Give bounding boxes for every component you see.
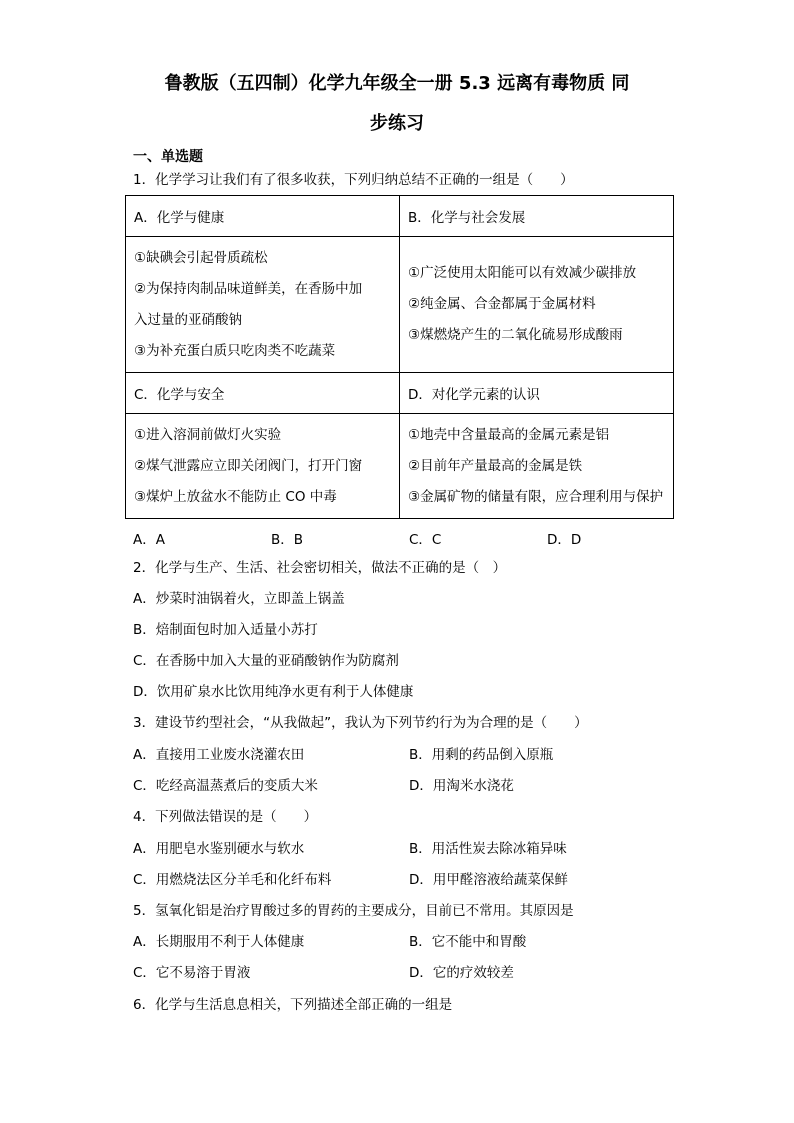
q1-cell-d-body [400,414,674,519]
q4-option-a: A．用肥皂水鉴别硬水与软水 [133,841,305,857]
q3-option-c: C．吃经高温蒸煮后的变质大米 [133,778,318,794]
document-title: 鲁教版（五四制）化学九年级全一册 5.3 远离有毒物质 同 [164,73,630,94]
q5-option-c: C．它不易溶于胃液 [133,965,251,981]
q1-d-line-3: ③金属矿物的储量有限，应合理利用与保护 [408,488,664,505]
q1-cell-c-body [126,414,400,519]
q1-a-line-4: ③为补充蛋白质只吃肉类不吃蔬菜 [134,342,336,359]
q4-option-c: C．用燃烧法区分羊毛和化纤布料 [133,872,332,888]
q1-cell-c-head: C．化学与安全 [126,373,400,414]
q1-cell-b-head: B．化学与社会发展 [400,196,674,237]
q3-option-a: A．直接用工业废水浇灌农田 [133,747,305,763]
q3-stem: 3．建设节约型社会，“从我做起”，我认为下列节约行为为合理的是（ ） [133,715,588,731]
q1-c-line-3: ③煤炉上放盆水不能防止 CO 中毒 [134,488,337,505]
q1-choice-d: D．D [547,532,582,548]
q1-choice-c: C．C [409,532,442,548]
q4-option-b: B．用活性炭去除冰箱异味 [409,841,567,857]
q1-choice-a: A．A [133,532,165,548]
q2-stem: 2．化学与生产、生活、社会密切相关，做法不正确的是（ ） [133,560,507,576]
document-title-continued: 步练习 [370,113,424,134]
q1-table [125,195,674,519]
q2-option-d: D．饮用矿泉水比饮用纯净水更有利于人体健康 [133,684,414,700]
q6-stem: 6．化学与生活息息相关，下列描述全部正确的一组是 [133,997,453,1013]
section-heading: 一、单选题 [133,149,203,165]
q1-b-line-1: ①广泛使用太阳能可以有效减少碳排放 [408,265,637,281]
q4-stem: 4．下列做法错误的是（ ） [133,809,318,825]
q5-stem: 5．氢氧化铝是治疗胃酸过多的胃药的主要成分，目前已不常用。其原因是 [133,903,574,919]
q3-option-b: B．用剩的药品倒入原瓶 [409,747,554,763]
q1-cell-a-head: A．化学与健康 [126,196,400,237]
q2-option-a: A．炒菜时油锅着火，立即盖上锅盖 [133,591,345,607]
q1-d-line-2: ②目前年产量最高的金属是铁 [408,457,583,474]
q1-d-line-1: ①地壳中含量最高的金属元素是铝 [408,426,610,443]
q5-option-a: A．长期服用不利于人体健康 [133,934,305,950]
q5-option-b: B．它不能中和胃酸 [409,934,527,950]
q1-stem: 1．化学学习让我们有了很多收获，下列归纳总结不正确的一组是（ ） [133,172,574,188]
q1-a-line-1: ①缺碘会引起骨质疏松 [134,249,268,266]
q1-cell-a-body [126,237,400,373]
q3-option-d: D．用淘米水浇花 [409,778,514,794]
q1-a-line-3: 入过量的亚硝酸钠 [134,311,242,328]
q1-a-line-2: ②为保持肉制品味道鲜美，在香肠中加 [134,280,363,297]
q4-option-d: D．用甲醛溶液给蔬菜保鲜 [409,872,568,888]
q5-option-d: D．它的疗效较差 [409,965,514,981]
q2-option-b: B．焙制面包时加入适量小苏打 [133,622,318,638]
q1-b-line-2: ②纯金属、合金都属于金属材料 [408,296,596,312]
q1-cell-d-head: D．对化学元素的认识 [400,373,674,414]
q1-cell-b-body [400,237,674,373]
q1-choice-b: B．B [271,532,304,548]
q1-c-line-1: ①进入溶洞前做灯火实验 [134,426,282,443]
q1-c-line-2: ②煤气泄露应立即关闭阀门，打开门窗 [134,457,363,474]
q1-b-line-3: ③煤燃烧产生的二氧化硫易形成酸雨 [408,327,623,343]
q2-option-c: C．在香肠中加入大量的亚硝酸钠作为防腐剂 [133,653,399,669]
